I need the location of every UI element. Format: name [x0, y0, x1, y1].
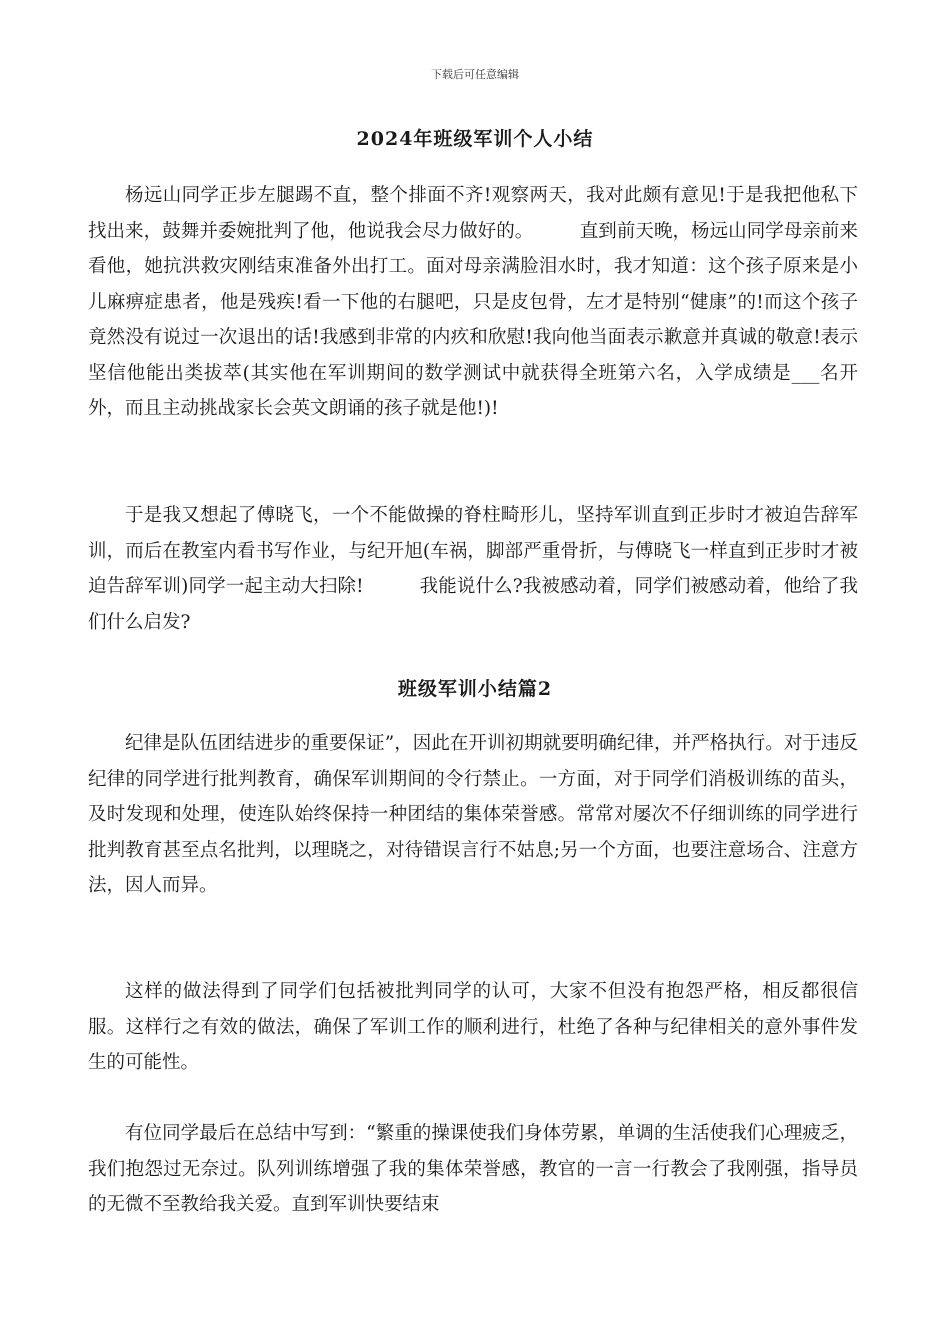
section2-paragraph-3: 有位同学最后在总结中写到：“繁重的操课使我们身体劳累，单调的生活使我们心理疲乏，我们抱怨过无奈过。队列训练增强了我的集体荣誉感，教官的一言一行教会了我刚强，指导员的无微不至教给我关爱。直到军训快要结束 [88, 1123, 858, 1215]
section2-paragraph-2: 这样的做法得到了同学们包括被批判同学的认可，大家不但没有抱怨严格，相反都很信服。这样行之有效的做法，确保了军训工作的顺利进行，杜绝了各种与纪律相关的意外事件发生的可能性。 [88, 981, 858, 1073]
section2-title: 班级军训小结篇2 [397, 678, 553, 700]
section2-paragraph-1: 纪律是队伍团结进步的重要保证”，因此在开训初期就要明确纪律，并严格执行。对于违反纪律的同学进行批判教育，确保军训期间的令行禁止。一方面，对于同学们消极训练的苗头，及时发现和处理，使连队始终保持一种团结的集体荣誉感。常常对屡次不仔细训练的同学进行批判教育甚至点名批判，以理晓之，对待错误言行不姑息;另一个方面，也要注意场合、注意方法，因人而异。 [88, 733, 858, 896]
section1-paragraph-1: 杨远山同学正步左腿踢不直，整个排面不齐!观察两天，我对此颇有意见!于是我把他私下找出来，鼓舞并委婉批判了他，他说我会尽力做好的。 直到前天晚，杨远山同学母亲前来看他，她抗洪救灾刚结束准备外出打工。面对母亲满脸泪水时，我才知道：这个孩子原来是小儿麻痹症患者，他是残疾!看一下他的右腿吧，只是皮包骨，左才是特别“健康”的!而这个孩子竟然没有说过一次退出的话!我感到非常的内疚和欣慰!我向他当面表示歉意并真诚的敬意!表示坚信他能出类拔萃(其实他在军训期间的数学测试中就获得全班第六名，入学成绩是___名开外，而且主动挑战家长会英文朗诵的孩子就是他!)! [88, 185, 858, 419]
section1-paragraph-2: 于是我又想起了傅晓飞，一个不能做操的脊柱畸形儿，坚持军训直到正步时才被迫告辞军训，而后在教室内看书写作业，与纪开旭(车祸，脚部严重骨折，与傅晓飞一样直到正步时才被迫告辞军训)同学一起主动大扫除! 我能说什么?我被感动着，同学们被感动着，他给了我们什么启发? [88, 505, 858, 633]
page-header: 下载后可任意编辑 [431, 68, 519, 81]
section1-title: 2024年班级军训个人小结 [356, 128, 594, 150]
